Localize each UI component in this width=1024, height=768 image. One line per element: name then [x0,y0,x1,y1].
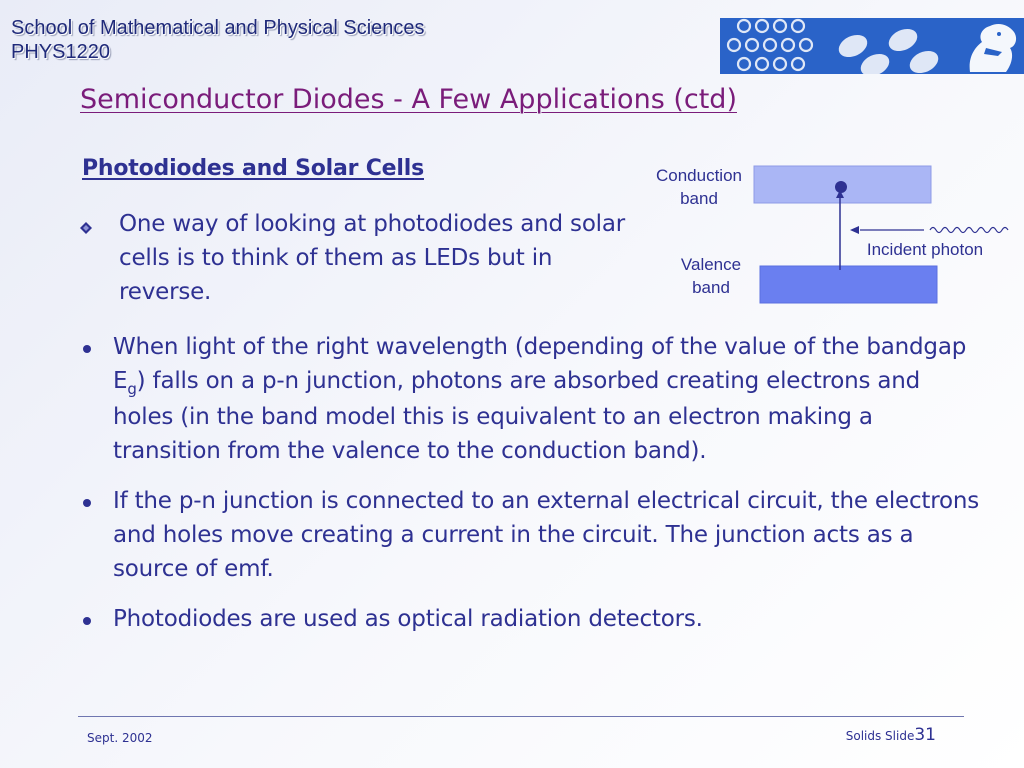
university-crest-icon [720,18,1024,74]
intro-text: One way of looking at photodiodes and solar cells is to think of them as LEDs but in reverse. [119,211,626,305]
bullet-icon [83,617,91,625]
list-item [80,602,980,636]
subscript-g: g [127,380,137,398]
bullet-icon [83,499,91,507]
bullet-text: If the p-n junction is connected to an external electrical circuit, the electrons and holes move creating a current in the circuit. The junction acts as a source of emf. [113,488,980,582]
footer-label: Solids Slide [845,729,915,743]
footer-slide-info [780,725,936,745]
valence-band [760,266,937,303]
bullet-icon [83,345,91,353]
list-item [80,484,980,586]
slide-title: Semiconductor Diodes - A Few Applications (ctd) [80,84,737,115]
photon-wave [930,228,1008,233]
footer-divider [78,716,964,717]
incident-photon-label: Incident photon [866,240,984,259]
valence-band-label: Valence band [680,255,742,297]
section-heading: Photodiodes and Solar Cells [82,156,424,181]
electron-dot [835,181,847,193]
slide-number: 31 [914,725,936,745]
bullet-list [80,330,980,652]
header [11,16,425,64]
footer-date: Sept. 2002 [87,731,153,745]
list-item [80,330,980,468]
band-diagram [640,160,1020,310]
diamond-bullet-icon [80,222,92,234]
bullet-text: Photodiodes are used as optical radiation detectors. [113,606,703,632]
bullet-text: When light of the right wavelength (depending of the value of the bandgap $E_g$) falls on a p-n junction, photons are absorbed creating electrons and holes (in the band model this is equivalent to an electron making a transition from the valence to the conduction band). [113,334,967,464]
school-name: School of Mathematical and Physical Sciences [11,17,425,39]
course-code: PHYS1220 [11,41,110,63]
conduction-band-label: Conduction band [655,166,742,208]
